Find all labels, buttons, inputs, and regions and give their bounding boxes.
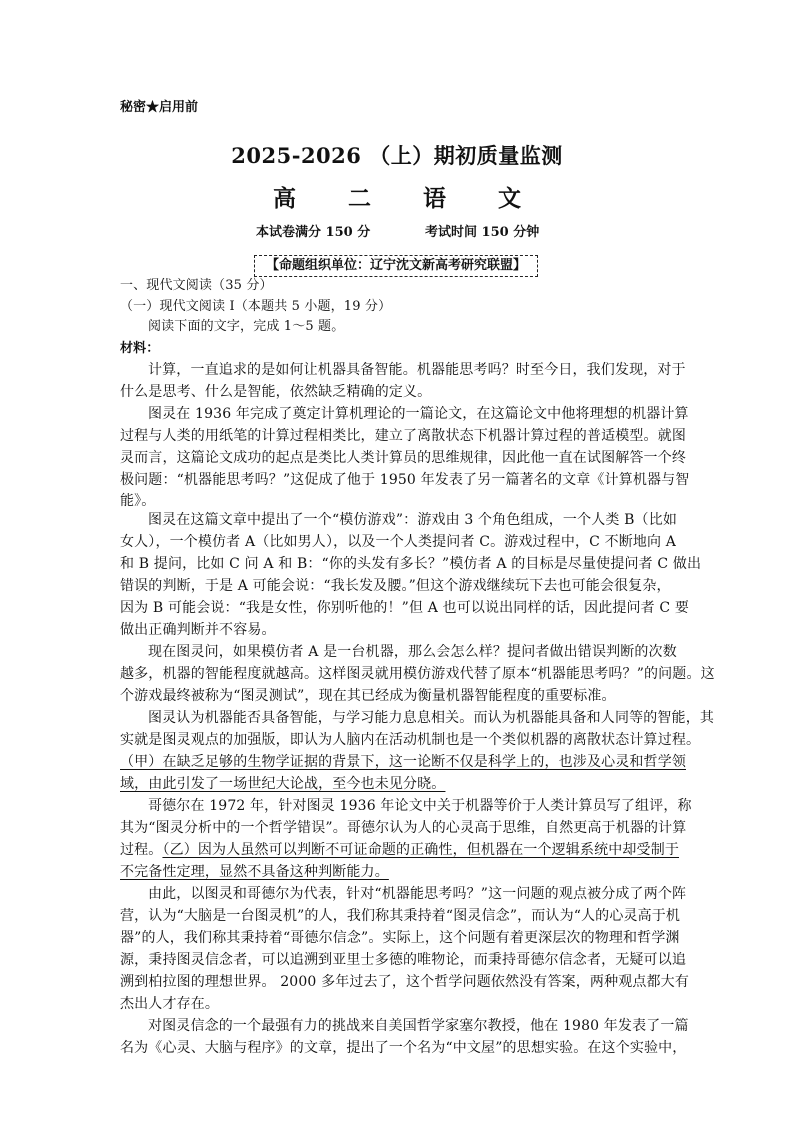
- passage-line: 因为 B 可能会说：“我是女性，你别听他的！”但 A 也可以说出同样的话，因此提问者 C 要: [120, 600, 690, 616]
- subject-title: 高 二 语 文: [272, 185, 544, 212]
- organizer-box: 【命题组织单位：辽宁沈文新高考研究联盟】: [254, 255, 538, 277]
- passage-line: 营，认为“大脑是一台图灵机”的人，我们称其秉持着“图灵信念”，而认为“人的心灵高于机: [120, 908, 681, 924]
- exam-title: 2025-2026 （上）期初质量监测: [231, 143, 563, 168]
- passage-line: 能》。: [120, 493, 156, 509]
- passage-line: 由此，以图灵和哥德尔为代表，针对“机器能思考吗？”这一问题的观点被分成了两个阵: [148, 886, 687, 902]
- underlined-sentence-yi: 不完备性定理，显然不具备这种判断能力。: [120, 864, 389, 880]
- passage-line: 哥德尔在 1972 年，针对图灵 1936 年论文中关于机器等价于人类计算员写了组评，称: [148, 798, 692, 814]
- underlined-sentence-yi: （乙）因为人虽然可以判断不可证命题的正确性，但机器在一个逻辑系统中却受制于: [162, 842, 680, 858]
- passage-line: 做出正确判断并不容易。: [120, 622, 276, 638]
- underlined-sentence-jia: 域，由此引发了一场世纪大论战，至今也未见分晓。: [120, 776, 446, 792]
- passage-line: 计算，一直追求的是如何让机器具备智能。机器能思考吗？时至今日，我们发现，对于: [148, 362, 686, 378]
- passage-line: 图灵在 1936 年完成了奠定计算机理论的一篇论文，在这篇论文中他将理想的机器计算: [148, 406, 689, 422]
- subsection-heading: （一）现代文阅读 I（本题共 5 小题，19 分）: [120, 299, 392, 314]
- passage-line: 名为《心灵、大脑与程序》的文章，提出了一个名为“中文屋”的思想实验。在这个实验中，: [120, 1040, 687, 1056]
- passage-line: 源，秉持图灵信念者，可以追溯到亚里士多德的唯物论，而秉持哥德尔信念者，无疑可以追: [120, 952, 686, 968]
- passage-line: 杰出人才存在。: [120, 996, 220, 1012]
- passage-line: 其为“图灵分析中的一个哲学错误”。哥德尔认为人的心灵高于思维，自然更高于机器的计算: [120, 820, 687, 836]
- passage-line: 什么是思考、什么是智能，依然缺乏精确的定义。: [120, 384, 432, 400]
- passage-line: 溯到柏拉图的理想世界。 2000 多年过去了，这个哲学问题依然没有答案，两种观点都大有: [120, 974, 689, 990]
- passage-line: 图灵在这篇文章中提出了一个“模仿游戏”：游戏由 3 个角色组成，一个人类 B（比如: [148, 512, 678, 528]
- passage-line: [120, 839, 690, 862]
- passage-line: 器”的人，我们称其秉持着“哥德尔信念”。实际上，这个问题有着更深层次的物理和哲学渊: [120, 930, 680, 946]
- passage-line: 和 B 提问，比如 C 问 A 和 B：“你的头发有多长？”模仿者 A 的目标是尽量使提问者 C 做出: [120, 556, 702, 572]
- passage-line: 越多，机器的智能程度就越高。这样图灵就用模仿游戏代替了原本“机器能思考吗？”的问题。这: [120, 666, 715, 682]
- section-heading: 一、现代文阅读（35 分）: [120, 278, 273, 293]
- passage-line: 女人），一个模仿者 A（比如男人），以及一个人类提问者 C。游戏过程中，C 不断地向 A: [120, 534, 677, 550]
- passage-line: 现在图灵问，如果模仿者 A 是一台机器，那么会怎么样？提问者做出错误判断的次数: [148, 644, 677, 660]
- passage-line: 对图灵信念的一个最强有力的挑战来自美国哲学家塞尔教授，他在 1980 年发表了一篇: [148, 1018, 689, 1034]
- passage-line-start: 过程。: [120, 842, 163, 858]
- exam-time: 考试时间 150 分钟: [425, 225, 540, 240]
- material-label: 材料：: [120, 341, 160, 356]
- passage-line: 错误的判断，于是 A 可能会说：“我长发及腰。”但这个游戏继续玩下去也可能会很复杂，: [120, 578, 671, 594]
- passage-line: 极问题：“机器能思考吗？”这促成了他于 1950 年发表了另一篇著名的文章《计算机器与智: [120, 472, 690, 488]
- passage-line: 过程与人类的用纸笔的计算过程相类比，建立了离散状态下机器计算过程的普适模型。就图: [120, 428, 686, 444]
- passage-line: 实就是图灵观点的加强版，即认为人脑内在活动机制也是一个类似机器的离散状态计算过程。: [120, 732, 701, 748]
- underlined-sentence-jia: （甲）在缺乏足够的生物学证据的背景下，这一论断不仅是科学上的，也涉及心灵和哲学领: [120, 754, 686, 770]
- passage-line: 图灵认为机器能否具备智能，与学习能力息息相关。而认为机器能具备和人同等的智能，其: [148, 710, 714, 726]
- instruction-text: 阅读下面的文字，完成 1～5 题。: [148, 319, 345, 334]
- full-score: 本试卷满分 150 分: [256, 225, 371, 240]
- passage-line: 灵而言，这篇论文成功的起点是类比人类计算员的思维规律，因此他一直在试图解答一个终: [120, 450, 686, 466]
- passage-line: 个游戏最终被称为“图灵测试”，现在其已经成为衡量机器智能程度的重要标准。: [120, 688, 616, 704]
- secret-label: 秘密★启用前: [120, 100, 199, 115]
